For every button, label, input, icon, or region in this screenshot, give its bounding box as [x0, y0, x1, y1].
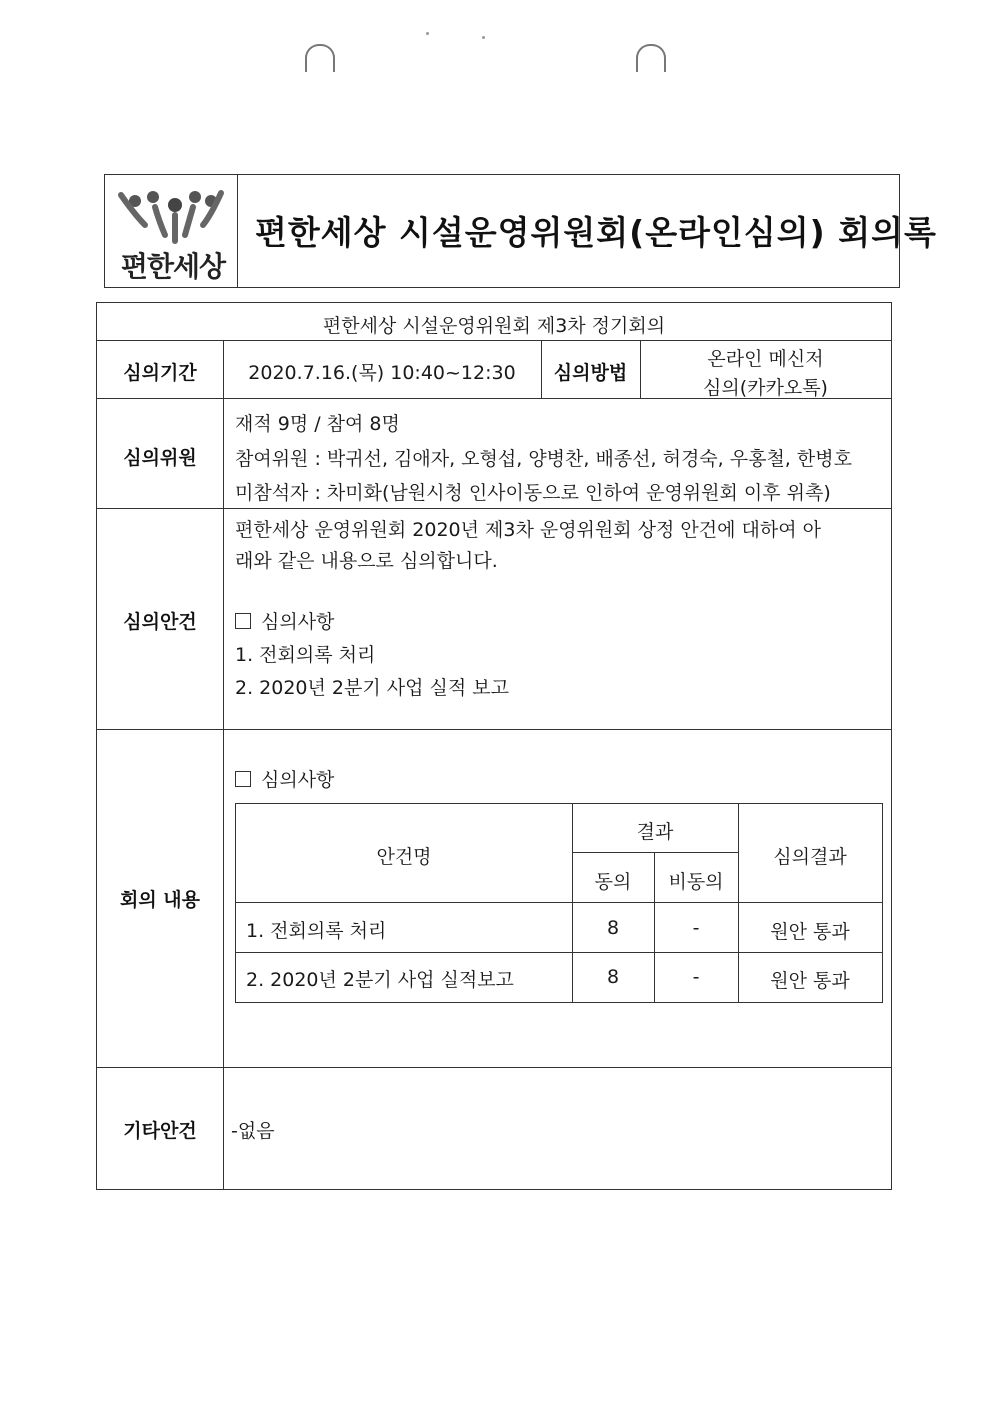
- other-label: 기타안건: [123, 1120, 197, 1142]
- content-section-label: 심의사항: [261, 769, 335, 791]
- grid-line: [97, 340, 891, 341]
- agenda-intro-line1: 편한세상 운영위원회 2020년 제3차 운영위원회 상정 안건에 대하여 아: [235, 519, 821, 541]
- agenda-intro-line2: 래와 같은 내용으로 심의합니다.: [235, 550, 498, 572]
- meeting-minutes-form: [96, 302, 892, 1190]
- content-section-heading: [235, 765, 334, 792]
- agenda-label: 심의안건: [123, 611, 197, 633]
- grid-line: [236, 952, 882, 953]
- results-table: [235, 803, 883, 1003]
- agenda-section-label: 심의사항: [261, 611, 335, 633]
- members-attending: 참여위원 : 박귀선, 김애자, 오형섭, 양병찬, 배종선, 허경숙, 우홍철, 한병호: [235, 448, 852, 470]
- table-header-result: 결과: [636, 821, 674, 843]
- members-count: 재적 9명 / 참여 8명: [235, 413, 400, 435]
- table-row-2-item: 2. 2020년 2분기 사업 실적보고: [246, 969, 514, 991]
- grid-line: [223, 340, 224, 1189]
- members-absent: 미참석자 : 차미화(남원시청 인사이동으로 인하여 운영위원회 이후 위촉): [235, 482, 831, 504]
- period-value: 2020.7.16.(목) 10:40~12:30: [248, 362, 516, 384]
- table-row-1-disagree: -: [692, 917, 700, 939]
- scan-speck: [426, 32, 429, 35]
- grid-line: [236, 902, 882, 903]
- table-row-1-item: 1. 전회의록 처리: [246, 920, 387, 942]
- table-header-disagree: 비동의: [668, 871, 724, 893]
- people-logo-icon: [115, 185, 227, 247]
- table-header-item: 안건명: [376, 846, 432, 868]
- grid-line: [97, 508, 891, 509]
- agenda-item-1: 1. 전회의록 처리: [235, 644, 376, 666]
- table-header-agree: 동의: [594, 871, 632, 893]
- agenda-item-2: 2. 2020년 2분기 사업 실적 보고: [235, 677, 509, 699]
- other-value: -없음: [231, 1120, 275, 1142]
- punch-hole-left: [305, 44, 335, 72]
- checkbox-icon: [235, 613, 251, 629]
- table-row-1-agree: 8: [606, 917, 620, 939]
- period-label: 심의기간: [123, 362, 197, 384]
- document-header: [104, 174, 937, 288]
- logo-text: 편한세상: [120, 250, 226, 283]
- document-title: 편한세상 시설운영위원회(온라인심의) 회의록: [255, 213, 937, 252]
- checkbox-icon: [235, 771, 251, 787]
- content-label: 회의 내용: [119, 889, 201, 911]
- table-header-outcome: 심의결과: [773, 846, 847, 868]
- table-row-1-outcome: 원안 통과: [770, 921, 850, 943]
- grid-line: [572, 852, 738, 853]
- table-row-2-agree: 8: [606, 966, 620, 988]
- grid-line: [97, 729, 891, 730]
- method-value-line2: 심의(카카오톡): [703, 377, 828, 399]
- organization-logo: [105, 175, 238, 287]
- table-row-2-outcome: 원안 통과: [770, 970, 850, 992]
- scan-speck: [482, 36, 485, 39]
- table-row-2-disagree: -: [692, 966, 700, 988]
- method-value-line1: 온라인 메신저: [707, 348, 824, 370]
- agenda-section-heading: [235, 607, 334, 634]
- members-label: 심의위원: [123, 447, 197, 469]
- punch-hole-right: [636, 44, 666, 72]
- grid-line: [97, 1067, 891, 1068]
- meeting-name: 편한세상 시설운영위원회 제3차 정기회의: [322, 315, 666, 337]
- method-label: 심의방법: [553, 362, 628, 384]
